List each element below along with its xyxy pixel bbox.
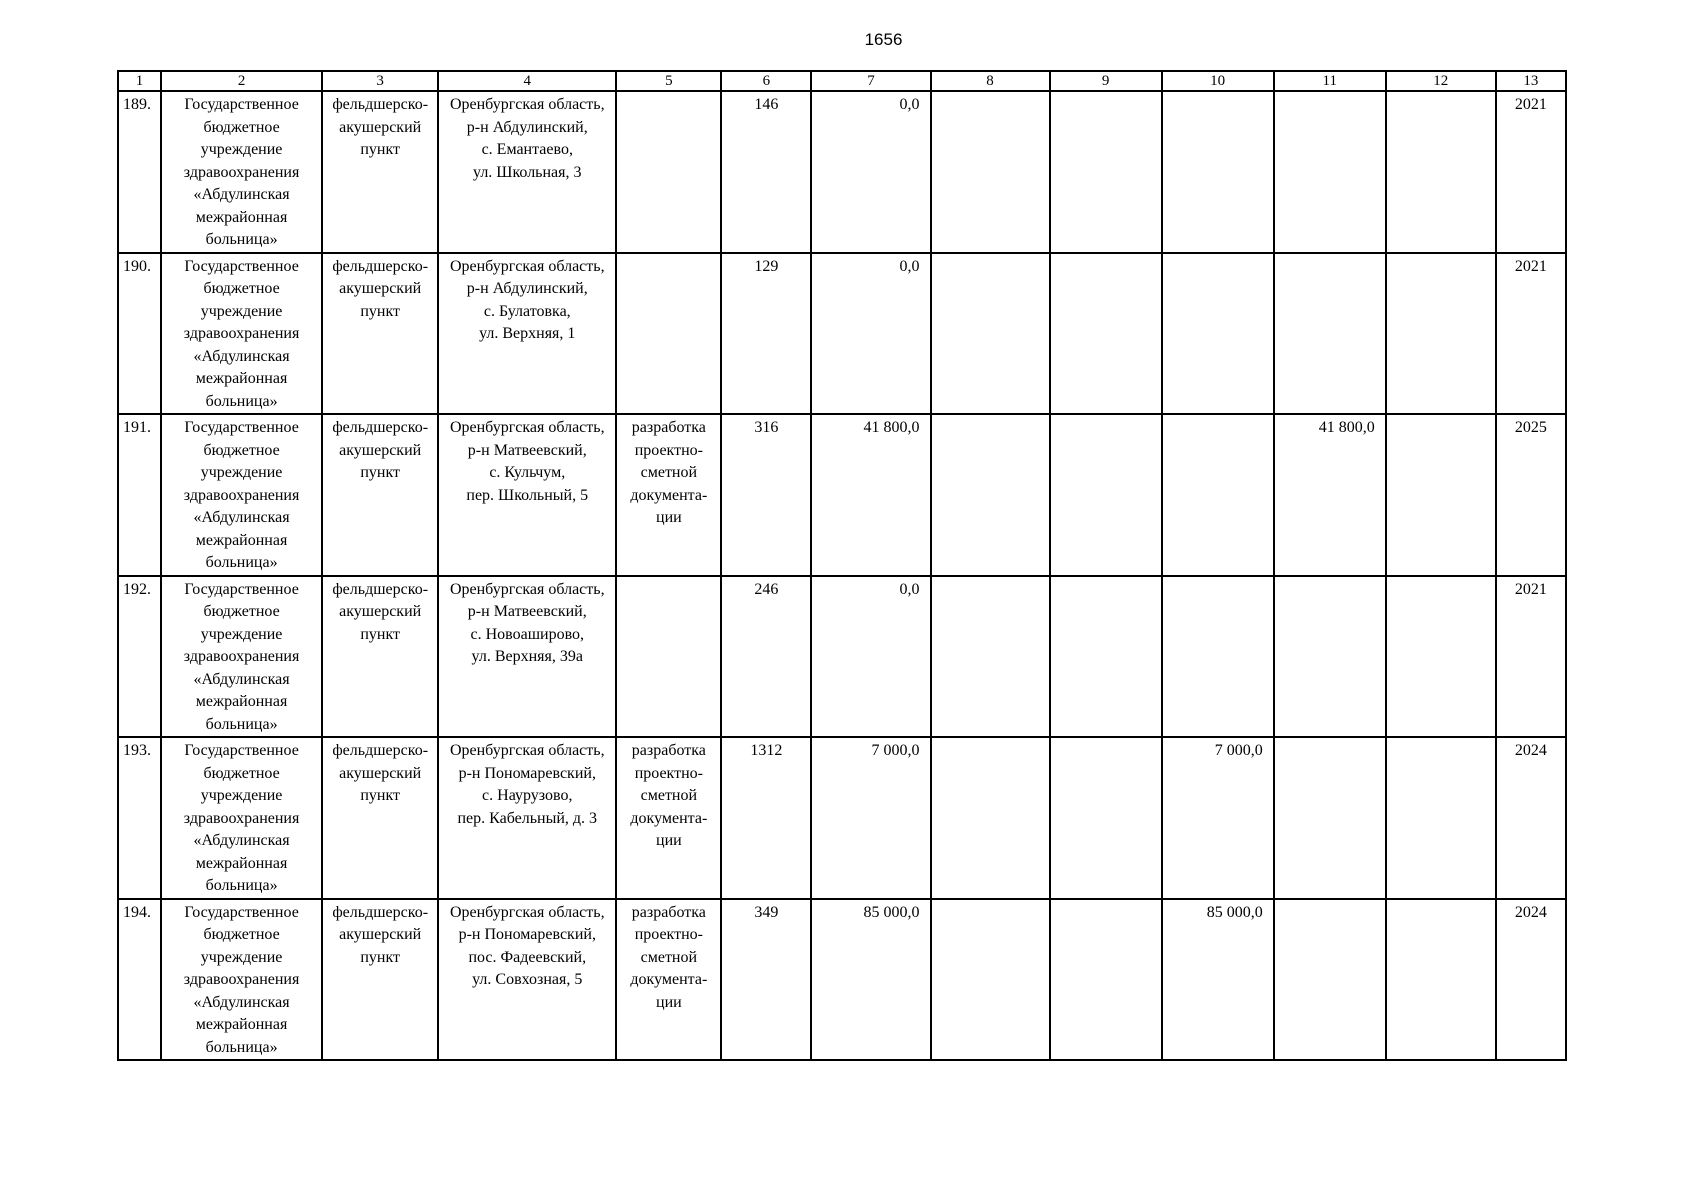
col7-cell: 7 000,0	[811, 737, 930, 899]
organization-cell	[161, 91, 322, 253]
works-line: документа-	[630, 971, 708, 988]
column-number-cell: 2	[161, 71, 322, 91]
column-number-cell: 3	[322, 71, 438, 91]
col10-cell: 85 000,0	[1162, 899, 1274, 1061]
address-line: р-н Абдулинский,	[466, 280, 588, 297]
table-row	[118, 576, 1566, 738]
col7-cell: 85 000,0	[811, 899, 930, 1061]
org-line: учреждение	[200, 625, 283, 643]
column-number-cell: 9	[1050, 71, 1162, 91]
org-line: бюджетное	[203, 118, 280, 136]
col10-cell	[1162, 253, 1274, 415]
column-number-cell: 10	[1162, 71, 1274, 91]
year-cell: 2021	[1496, 91, 1566, 253]
col8-cell	[931, 737, 1050, 899]
col8-cell	[931, 414, 1050, 576]
column-number-cell: 11	[1274, 71, 1386, 91]
org-line: Государственное	[184, 580, 299, 598]
col8-cell	[931, 253, 1050, 415]
col10-cell	[1162, 576, 1274, 738]
facility-type-cell	[322, 899, 438, 1061]
col11-cell	[1274, 253, 1386, 415]
type-line: пункт	[360, 464, 400, 481]
col9-cell	[1050, 91, 1162, 253]
org-line: учреждение	[200, 141, 283, 158]
col6-cell: 146	[721, 91, 811, 253]
works-line: проектно-	[634, 764, 703, 782]
address-cell	[438, 899, 616, 1061]
org-line: «Абдулинская	[193, 832, 290, 849]
works-line: сметной	[640, 948, 698, 966]
org-line: бюджетное	[203, 764, 280, 782]
address-line: Оренбургская область,	[449, 257, 605, 275]
year-cell: 2021	[1496, 253, 1566, 415]
works-line: ции	[656, 509, 682, 526]
organization-cell	[161, 576, 322, 738]
col10-cell	[1162, 91, 1274, 253]
organization-cell	[161, 737, 322, 899]
column-number-cell: 6	[721, 71, 811, 91]
col7-cell: 0,0	[811, 91, 930, 253]
facility-type-cell	[322, 576, 438, 738]
address-line: р-н Пономаревский,	[458, 764, 596, 782]
col11-cell	[1274, 899, 1386, 1061]
address-line: Оренбургская область,	[449, 419, 605, 436]
org-line: больница»	[205, 392, 278, 410]
facility-type-cell	[322, 91, 438, 253]
col9-cell	[1050, 576, 1162, 738]
col6-cell: 246	[721, 576, 811, 738]
org-line: больница»	[205, 715, 278, 733]
address-line: пос. Фадеевский,	[468, 948, 587, 966]
col10-cell	[1162, 414, 1274, 576]
address-line: Оренбургская область,	[449, 903, 605, 921]
col7-cell: 0,0	[811, 253, 930, 415]
type-line: пункт	[360, 625, 400, 643]
row-number-cell: 194.	[118, 899, 161, 1061]
organization-cell	[161, 253, 322, 415]
col8-cell	[931, 899, 1050, 1061]
col12-cell	[1386, 899, 1496, 1061]
column-number-cell: 5	[616, 71, 721, 91]
org-line: «Абдулинская	[193, 993, 290, 1011]
works-cell	[616, 414, 721, 576]
type-line: акушерский	[339, 118, 422, 136]
org-line: Государственное	[184, 257, 299, 275]
address-line: пер. Кабельный, д. 3	[457, 809, 598, 827]
col8-cell	[931, 91, 1050, 253]
column-number-cell: 12	[1386, 71, 1496, 91]
works-line: разработка	[631, 903, 706, 921]
works-line: сметной	[640, 787, 698, 804]
col9-cell	[1050, 414, 1162, 576]
row-number-cell: 192.	[118, 576, 161, 738]
column-number-cell: 8	[931, 71, 1050, 91]
works-cell	[616, 737, 721, 899]
row-number-cell: 191.	[118, 414, 161, 576]
col8-cell	[931, 576, 1050, 738]
col11-cell	[1274, 576, 1386, 738]
column-number-cell: 1	[118, 71, 161, 91]
col6-cell: 1312	[721, 737, 811, 899]
col7-cell: 0,0	[811, 576, 930, 738]
col6-cell: 129	[721, 253, 811, 415]
organization-cell	[161, 414, 322, 576]
org-line: межрайонная	[195, 854, 288, 872]
org-line: Государственное	[184, 903, 299, 921]
address-line: с. Булатовка,	[483, 302, 571, 320]
col11-cell	[1274, 737, 1386, 899]
address-line: с. Наурузово,	[482, 787, 573, 804]
works-line: разработка	[631, 742, 706, 759]
org-line: Государственное	[184, 742, 299, 759]
address-line: ул. Верхняя, 1	[479, 325, 576, 342]
org-line: здравоохранения	[183, 163, 300, 181]
address-line: с. Кульчум,	[489, 464, 566, 481]
org-line: бюджетное	[203, 441, 280, 459]
org-line: «Абдулинская	[193, 186, 290, 203]
column-number-cell: 13	[1496, 71, 1566, 91]
org-line: «Абдулинская	[193, 347, 290, 365]
address-cell	[438, 91, 616, 253]
page-number: 1656	[864, 30, 903, 49]
column-number-row	[118, 71, 1566, 91]
year-cell: 2025	[1496, 414, 1566, 576]
org-line: бюджетное	[203, 280, 280, 297]
col9-cell	[1050, 253, 1162, 415]
org-line: «Абдулинская	[193, 670, 290, 688]
address-cell	[438, 737, 616, 899]
address-line: ул. Совхозная, 5	[472, 971, 583, 988]
org-line: здравоохранения	[183, 486, 300, 504]
type-line: фельдшерско-	[332, 580, 429, 598]
address-line: с. Новоаширово,	[470, 625, 585, 643]
table-row	[118, 414, 1566, 576]
type-line: пункт	[360, 141, 400, 158]
column-number-cell: 4	[438, 71, 616, 91]
org-line: межрайонная	[195, 370, 288, 387]
type-line: фельдшерско-	[332, 419, 429, 436]
address-line: р-н Матвеевский,	[467, 441, 587, 459]
type-line: фельдшерско-	[332, 257, 429, 275]
col11-cell	[1274, 91, 1386, 253]
works-cell	[616, 253, 721, 415]
org-line: межрайонная	[195, 693, 288, 710]
org-line: здравоохранения	[183, 971, 300, 988]
type-line: пункт	[360, 787, 400, 804]
org-line: здравоохранения	[183, 809, 300, 827]
org-line: здравоохранения	[183, 325, 300, 342]
address-line: Оренбургская область,	[449, 96, 605, 113]
row-number-cell: 189.	[118, 91, 161, 253]
type-line: акушерский	[339, 280, 422, 297]
org-line: Государственное	[184, 96, 299, 113]
organization-cell	[161, 899, 322, 1061]
org-line: бюджетное	[203, 926, 280, 943]
address-line: Оренбургская область,	[449, 742, 605, 759]
org-line: учреждение	[200, 464, 283, 481]
address-line: с. Емантаево,	[481, 141, 573, 158]
column-number-cell: 7	[811, 71, 930, 91]
registry-table	[117, 70, 1567, 1061]
works-line: проектно-	[634, 926, 703, 943]
address-line: р-н Матвеевский,	[467, 603, 587, 620]
type-line: акушерский	[339, 603, 422, 620]
year-cell: 2024	[1496, 899, 1566, 1061]
org-line: больница»	[205, 231, 278, 248]
col7-cell: 41 800,0	[811, 414, 930, 576]
year-cell: 2024	[1496, 737, 1566, 899]
row-number-cell: 190.	[118, 253, 161, 415]
type-line: фельдшерско-	[332, 903, 429, 921]
facility-type-cell	[322, 737, 438, 899]
org-line: учреждение	[200, 948, 283, 966]
table-row	[118, 737, 1566, 899]
works-line: сметной	[640, 464, 698, 481]
col9-cell	[1050, 899, 1162, 1061]
table-body	[118, 71, 1566, 1060]
org-line: бюджетное	[203, 603, 280, 620]
works-cell	[616, 91, 721, 253]
col6-cell: 316	[721, 414, 811, 576]
type-line: акушерский	[339, 926, 422, 943]
address-cell	[438, 253, 616, 415]
col10-cell: 7 000,0	[1162, 737, 1274, 899]
type-line: фельдшерско-	[332, 742, 429, 759]
address-line: ул. Верхняя, 39а	[471, 648, 583, 665]
org-line: «Абдулинская	[193, 509, 290, 526]
type-line: акушерский	[339, 441, 422, 459]
address-line: пер. Школьный, 5	[466, 486, 589, 504]
works-line: разработка	[631, 419, 706, 436]
address-cell	[438, 576, 616, 738]
address-line: р-н Абдулинский,	[466, 118, 588, 136]
works-line: проектно-	[634, 441, 703, 459]
facility-type-cell	[322, 253, 438, 415]
col12-cell	[1386, 414, 1496, 576]
works-line: документа-	[630, 486, 708, 504]
type-line: пункт	[360, 948, 400, 966]
facility-type-cell	[322, 414, 438, 576]
org-line: больница»	[205, 1038, 278, 1056]
works-cell	[616, 899, 721, 1061]
org-line: учреждение	[200, 787, 283, 804]
org-line: больница»	[205, 554, 278, 571]
col11-cell: 41 800,0	[1274, 414, 1386, 576]
address-line: ул. Школьная, 3	[473, 163, 582, 181]
org-line: межрайонная	[195, 531, 288, 549]
org-line: межрайонная	[195, 1016, 288, 1033]
org-line: межрайонная	[195, 208, 288, 226]
col12-cell	[1386, 91, 1496, 253]
year-cell: 2021	[1496, 576, 1566, 738]
row-number-cell: 193.	[118, 737, 161, 899]
type-line: фельдшерско-	[332, 96, 429, 113]
works-line: документа-	[630, 809, 708, 827]
table-row	[118, 899, 1566, 1061]
table-row	[118, 253, 1566, 415]
col12-cell	[1386, 737, 1496, 899]
type-line: акушерский	[339, 764, 422, 782]
address-line: Оренбургская область,	[449, 580, 605, 598]
works-cell	[616, 576, 721, 738]
org-line: Государственное	[184, 419, 299, 436]
works-line: ции	[656, 993, 682, 1011]
org-line: больница»	[205, 877, 278, 894]
col12-cell	[1386, 253, 1496, 415]
address-cell	[438, 414, 616, 576]
col6-cell: 349	[721, 899, 811, 1061]
org-line: здравоохранения	[183, 648, 300, 665]
works-line: ции	[656, 832, 682, 849]
org-line: учреждение	[200, 302, 283, 320]
address-line: р-н Пономаревский,	[458, 926, 596, 943]
col12-cell	[1386, 576, 1496, 738]
col9-cell	[1050, 737, 1162, 899]
type-line: пункт	[360, 302, 400, 320]
table-row	[118, 91, 1566, 253]
